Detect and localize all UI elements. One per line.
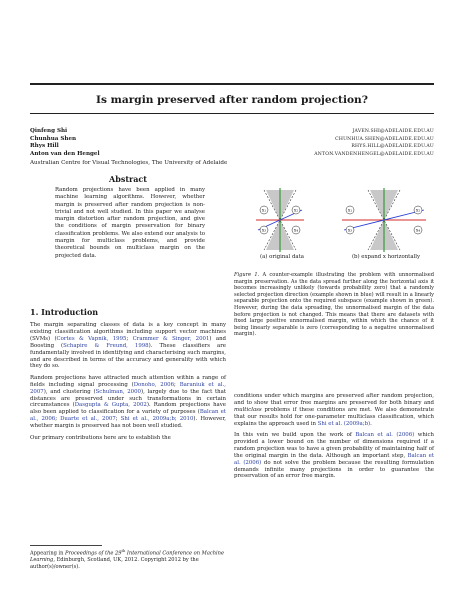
citation-link[interactable]: Cortes & Vapnik, 1995 (56, 335, 127, 342)
text-run: conditions under which margins are preserved after random projection, and to show that error free margins are preserved for both binary and (234, 393, 434, 406)
figure-caption-text: A counter-example illustrating the problem with unnormalised margin preservation. As the data spread further along the horizontal axis it becomes increasingly unlikely (towards probability zero) that a randomly selected projection direction (example shown in blue) will result in a linearly separable projection onto the required subspace (example shown in green). However, during the data spreading, the unnormalised margin of the data before projection is not changed. This means that there are datasets with fixed large positive unnormalised margin, within which the chance of it being linearly separable is zero (corresponding to a negative unnormalised margin). (234, 272, 435, 338)
citation-link[interactable]: Balcan et al. (2006) (355, 432, 415, 439)
citation-link[interactable]: Shi et al. (2009a;b) (317, 420, 371, 427)
citation-link[interactable]: Schulman, 2000 (95, 388, 141, 395)
author-name: Rhys Hill (30, 143, 59, 150)
author-email: JAVEN.SHI@ADELAIDE.EDU.AU (352, 129, 434, 134)
data-point-label: x₄ (415, 228, 421, 234)
text-run: problems if these conditions are met. We also demonstrate that our results hold for one-parameter multiclass classification, which explains the approach used in (234, 406, 434, 427)
intro-paragraph-1 (30, 322, 226, 370)
data-point-label: x₁ (347, 208, 353, 214)
author-email: CHUNHUA.SHEN@ADELAIDE.EDU.AU (335, 136, 434, 142)
text-run: ; (174, 381, 180, 388)
citation-link[interactable]: Crammer & Singer, 2001 (132, 335, 210, 342)
figure-caption (234, 272, 434, 338)
citation-link[interactable]: Duarte et al., 2007 (60, 416, 116, 423)
footnote-rule (30, 545, 102, 546)
affiliation: Australian Centre for Visual Technologies, The University of Adelaide (30, 160, 228, 166)
author-email: ANTON.VANDENHENGEL@ADELAIDE.EDU.AU (314, 151, 434, 157)
text-run: Random projections have attracted much attention within a range of fields including signal processing ( (30, 374, 226, 388)
text-run: , Edinburgh, Scotland, UK, 2012. Copyright 2012 by the author(s)/owner(s). (30, 557, 199, 570)
author-name: Qinfeng Shi (30, 128, 68, 134)
text-run: ). However, whether margin is preserved has not been well studied. (30, 416, 227, 430)
data-point-label: x₃ (347, 228, 353, 234)
author-name: Chunhua Shen (30, 135, 77, 142)
abstract-text: Random projections have been applied in many machine learning algorithms. However, whether margin is preserved after random projection is non-trivial and not well studied. In this paper we analyse margin distortion after random projection, and give the conditions of margin preservation for binary classification problems. We also extend our analysis to margin for multiclass problems, and provide theoretical bounds on multiclass margin on the projected data. (55, 187, 205, 259)
text-run: multiclass (234, 406, 262, 413)
author-emails (230, 128, 434, 158)
text-run: In this vein we build upon the work of (234, 432, 356, 439)
figure-illustration (234, 188, 434, 252)
footnote (30, 548, 226, 570)
text-run: Appearing in (30, 550, 66, 557)
data-point-label: x₂ (293, 208, 299, 214)
left-column-body (30, 322, 226, 446)
intro-heading: 1. Introduction (30, 307, 99, 317)
text-run: ; (115, 416, 121, 423)
text-run: th (121, 549, 126, 553)
text-run: which provided a lower bound on the number of dimensions required if a random projection was to have a given probability of maintaining half of the original margin in the data. Although an important step, (234, 432, 435, 459)
data-point-label: x₂ (415, 208, 421, 214)
text-run: International Conference on Machine Learning (30, 550, 224, 564)
citation-link[interactable]: Baraniuk et al., 2007 (30, 381, 226, 395)
subfigure-b-caption: (b) expand x horizontally (351, 254, 421, 260)
citation-link[interactable]: Shi et al., 2009a;b; 2010 (120, 416, 194, 423)
right-paragraph-2 (234, 432, 434, 480)
citation-link[interactable]: Dasgupta & Gupta, 2002 (74, 402, 147, 409)
author-email: RHYS.HILL@ADELAIDE.EDU.AU (351, 144, 434, 150)
text-run: do not solve the problem because the resulting formulation demands infinite many projections in order to guarantee the preservation of an error free margin. (234, 459, 434, 480)
citation-link[interactable]: Balcan et al. (2006) (234, 452, 434, 466)
text-run: . (370, 420, 372, 427)
citation-link[interactable]: Balcan et al., 2006 (30, 409, 226, 423)
paper-title: Is margin preserved after random projection? (96, 94, 368, 106)
text-run: ), largely due to the fact that distances are preserved under such transformations in certain circumstances ( (30, 388, 227, 409)
citation-link[interactable]: Schapire & Freund, 1998 (63, 342, 149, 349)
title-top-rule (30, 83, 434, 85)
text-run: ). These classifiers are fundamentally involved in identifying and characterising such margins, and are described in terms of the accuracy and generality with which they do so. (30, 342, 226, 370)
right-column-body (234, 393, 434, 485)
figure-caption-label: Figure 1. (234, 272, 260, 278)
text-run: ). Random projections have also been applied to classification for a variety of purposes ( (30, 402, 226, 416)
data-point-label: x₁ (261, 208, 267, 214)
figure-1 (234, 188, 434, 268)
text-run: Proceedings of the 29 (65, 550, 122, 557)
title-bottom-rule (30, 113, 434, 114)
text-run: ; (55, 416, 61, 423)
citation-link[interactable]: Donoho, 2006 (133, 381, 175, 388)
author-name: Anton van den Hengel (30, 150, 100, 157)
subfigure-a-caption: (a) original data (259, 254, 305, 260)
right-paragraph-1 (234, 393, 434, 428)
intro-paragraph-2 (30, 375, 226, 430)
text-run: ) and Boosting ( (30, 335, 227, 349)
text-run: ), and clustering ( (43, 388, 96, 395)
text-run: Our primary contributions here are to establish the (30, 434, 171, 441)
intro-paragraph-3 (30, 435, 226, 442)
data-point-label: x₄ (293, 228, 299, 234)
data-point-label: x₃ (261, 228, 267, 234)
abstract-heading: Abstract (109, 174, 147, 184)
text-run: ; (126, 335, 133, 342)
text-run: The margin separating classes of data is a key concept in many existing classification algorithms including support vector machines (SVMs) ( (30, 322, 226, 342)
author-names (30, 128, 250, 158)
